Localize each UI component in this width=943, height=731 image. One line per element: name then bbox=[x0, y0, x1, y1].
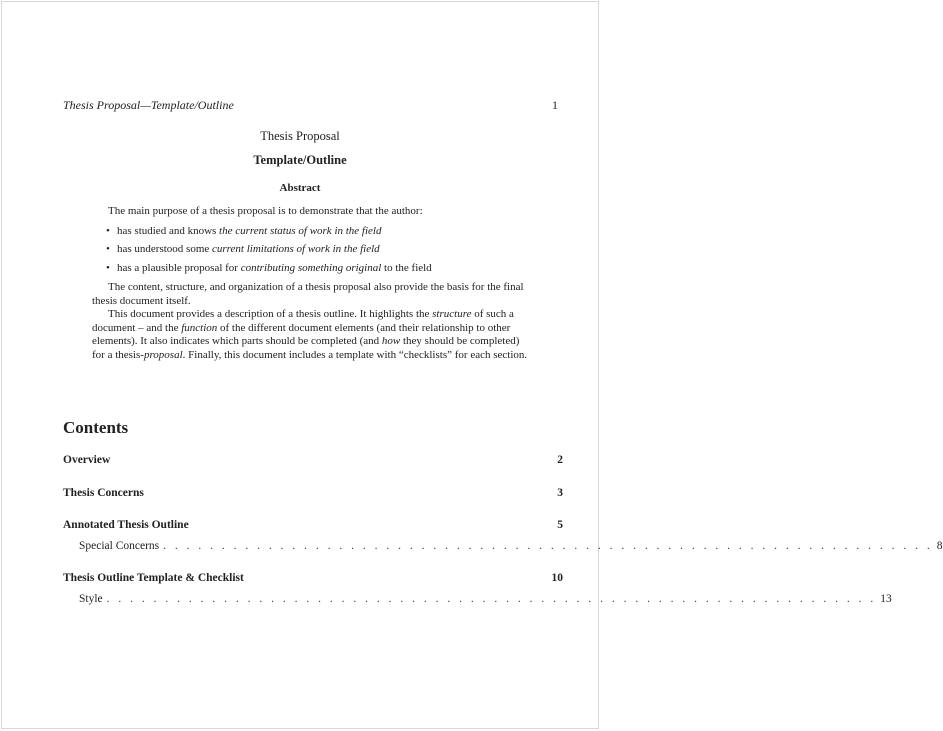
toc-label: Style bbox=[79, 593, 103, 605]
para-text: of the different document elements (and their relationship to other elements). It also indicates which parts should be completed (and bbox=[92, 321, 511, 347]
para-emphasis: proposal bbox=[143, 348, 183, 361]
bullet-icon: • bbox=[106, 261, 110, 274]
bullet-text: has a plausible proposal for bbox=[117, 261, 241, 274]
page-number: 1 bbox=[552, 98, 558, 112]
toc-entry-template-checklist[interactable] bbox=[63, 572, 563, 584]
abstract-intro: The main purpose of a thesis proposal is to demonstrate that the author: bbox=[108, 205, 423, 217]
para-emphasis: how bbox=[381, 335, 401, 347]
para-text: . Finally, this document includes a template with “checklists” for each section. bbox=[182, 348, 528, 361]
toc-label: Thesis Concerns bbox=[63, 487, 144, 499]
bullet-text-suffix: to the field bbox=[381, 261, 432, 274]
toc-leader: . . . . . . . . . . . . . . . . . . . . . . . . . . . . . . . . . . . . . . . . . . . . . . . . . . . . . . . . . . . . . . . . . . bbox=[106, 593, 877, 605]
document-title: Thesis Proposal bbox=[260, 129, 340, 143]
para-text: they should be completed) for a thesis- bbox=[92, 335, 520, 361]
toc-page-number: 2 bbox=[557, 454, 563, 466]
bullet-icon: • bbox=[106, 243, 110, 255]
toc-entry-overview[interactable] bbox=[63, 454, 563, 466]
toc-page-number: 8 bbox=[936, 540, 943, 552]
abstract-bullet-list bbox=[92, 225, 534, 276]
toc-entry-style[interactable] bbox=[63, 593, 892, 605]
title-block bbox=[2, 129, 598, 168]
para-text: This document provides a description of a thesis outline. It highlights the bbox=[108, 308, 433, 320]
toc-label: Special Concerns bbox=[79, 540, 160, 552]
running-title: Thesis Proposal—Template/Outline bbox=[63, 98, 234, 112]
bullet-emphasis: current limitations of work in the field bbox=[212, 243, 380, 255]
bullet-item bbox=[106, 243, 534, 257]
document-page bbox=[1, 1, 943, 729]
bullet-emphasis: contributing something original bbox=[240, 261, 382, 274]
abstract-body bbox=[92, 205, 534, 362]
toc-label: Overview bbox=[63, 454, 111, 466]
abstract-heading: Abstract bbox=[279, 182, 321, 194]
toc-label: Annotated Thesis Outline bbox=[63, 519, 189, 531]
toc-label: Thesis Outline Template & Checklist bbox=[63, 572, 244, 584]
toc-entry-thesis-concerns[interactable] bbox=[63, 487, 563, 499]
bullet-text: has understood some bbox=[117, 243, 213, 255]
toc-page-number: 5 bbox=[557, 519, 563, 531]
abstract-paragraph-3 bbox=[92, 308, 534, 362]
running-header bbox=[63, 98, 558, 113]
toc-leader: . . . . . . . . . . . . . . . . . . . . . . . . . . . . . . . . . . . . . . . . . . . . . . . . . . . . . . . . . . . . . . . . . . bbox=[163, 540, 933, 552]
toc-entry-special-concerns[interactable] bbox=[63, 540, 943, 552]
bullet-emphasis: the current status of work in the field bbox=[219, 224, 382, 237]
abstract-paragraph-2: The content, structure, and organization of a thesis proposal also provide the basis for the final thesis document itself. bbox=[92, 281, 524, 307]
toc-page-number: 13 bbox=[880, 593, 892, 605]
bullet-item bbox=[106, 262, 534, 276]
contents-heading: Contents bbox=[63, 418, 129, 437]
bullet-text: has studied and knows bbox=[117, 224, 220, 237]
bullet-icon: • bbox=[106, 224, 110, 237]
toc-page-number: 10 bbox=[551, 572, 563, 584]
para-text: of such a document – and the bbox=[92, 308, 514, 334]
bullet-item bbox=[106, 225, 534, 239]
para-emphasis: function bbox=[181, 321, 218, 334]
document-subtitle: Template/Outline bbox=[253, 153, 347, 167]
toc-entry-annotated-thesis-outline[interactable] bbox=[63, 519, 563, 531]
para-emphasis: structure bbox=[432, 308, 472, 320]
toc-page-number: 3 bbox=[557, 487, 563, 499]
